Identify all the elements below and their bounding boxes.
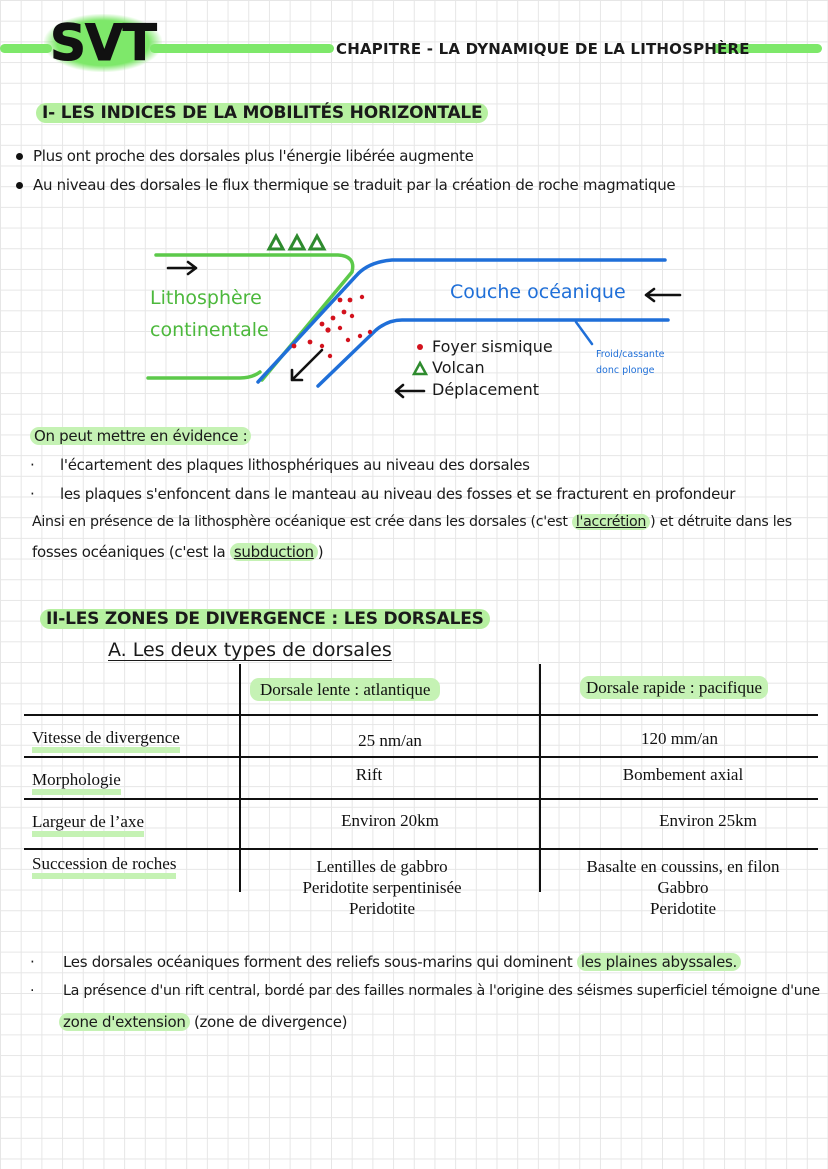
row-roches-slow-3: Peridotite <box>348 899 416 918</box>
paragraph-text: fosses océaniques (c'est la <box>32 543 230 561</box>
diagram-label-oceanic: Couche océanique <box>450 281 626 303</box>
bullet-mark: · <box>30 456 35 474</box>
conclusion-bullet-1 <box>30 953 741 971</box>
seismic-focus-dot <box>308 340 313 345</box>
table-hline-1 <box>24 714 818 716</box>
bullet-dot-icon <box>16 182 23 189</box>
evidence-intro <box>30 427 251 445</box>
volcano-icons <box>269 236 324 249</box>
legend-foyer-dot-icon <box>417 344 423 350</box>
conclusion-text: Les dorsales océaniques forment des reliefs sous-marins qui dominent <box>63 953 577 971</box>
row-roches-fast-3: Peridotite <box>649 899 717 918</box>
paragraph-text: ) et détruite dans les <box>650 514 792 530</box>
section-1-title-text: I- LES INDICES DE LA MOBILITÉS HORIZONTALE <box>36 103 488 123</box>
table-hline-2 <box>24 756 818 758</box>
row-label-text: Morphologie <box>32 770 121 795</box>
page-title: SVT <box>44 14 162 72</box>
bullet-dot-icon <box>16 153 23 160</box>
row-morphologie-slow: Rift <box>355 765 383 784</box>
seismic-focus-dot <box>368 330 372 334</box>
paragraph-text: Ainsi en présence de la lithosphère océanique est crée dans les dorsales (c'est <box>32 514 572 530</box>
legend-volcan-icon <box>414 363 426 374</box>
evidence-intro-text: On peut mettre en évidence : <box>30 427 251 445</box>
arrow-left-icon <box>646 289 680 301</box>
table-header-fast <box>580 678 768 698</box>
bullet-mark: · <box>30 485 35 503</box>
section-1-bullet-1 <box>16 147 474 165</box>
header-slow-text: Dorsale lente : atlantique <box>250 678 440 701</box>
row-label-vitesse <box>32 728 180 748</box>
evidence-item-text: les plaques s'enfoncent dans le manteau au niveau des fosses et se fracturent en profondeur <box>60 485 736 503</box>
row-vitesse-fast: 120 mm/an <box>641 729 718 748</box>
seismic-focus-dot <box>292 344 297 349</box>
evidence-paragraph-line-1 <box>32 514 792 530</box>
seismic-focus-dot <box>320 344 324 348</box>
row-roches-slow-1: Lentilles de gabbro <box>316 857 448 876</box>
subduction-diagram <box>0 220 828 410</box>
bullet-mark: · <box>30 983 35 999</box>
zone-extension-highlight: zone d'extension <box>59 1013 190 1031</box>
seismic-focus-dot <box>360 295 364 299</box>
bullet-mark: · <box>30 953 35 971</box>
section-1-title <box>36 103 488 123</box>
row-vitesse-slow: 25 nm/an <box>358 731 422 750</box>
evidence-paragraph-line-2 <box>32 543 323 561</box>
seismic-focus-dot <box>338 298 343 303</box>
chapter-title: CHAPITRE - LA DYNAMIQUE DE LA LITHOSPHÈRE <box>336 40 750 58</box>
seismic-focus-dot <box>348 298 353 303</box>
evidence-item-1 <box>30 456 530 474</box>
volcano-icon <box>290 236 304 249</box>
arrow-down-left-icon <box>292 350 322 380</box>
paragraph-text: ) <box>317 543 324 561</box>
plaines-abyssales-highlight: les plaines abyssales. <box>577 953 741 971</box>
seismic-focus-dot <box>350 314 354 318</box>
header-bar-middle <box>150 44 334 53</box>
row-label-text: Largeur de l’axe <box>32 812 144 837</box>
section-2-title <box>40 609 490 629</box>
legend-deplacement-label: Déplacement <box>432 380 540 399</box>
row-roches-fast-1: Basalte en coussins, en filon <box>586 857 780 876</box>
table-hline-3 <box>24 798 818 800</box>
row-label-roches <box>32 854 176 874</box>
row-label-morphologie <box>32 770 121 790</box>
seismic-focus-dot <box>328 354 332 358</box>
arrow-right-icon <box>168 262 196 274</box>
legend-volcan-label: Volcan <box>432 358 485 377</box>
section-2-title-text: II-LES ZONES DE DIVERGENCE : LES DORSALES <box>40 609 490 629</box>
conclusion-bullet-2-line-2 <box>59 1013 347 1031</box>
conclusion-text: (zone de divergence) <box>189 1013 348 1031</box>
row-morphologie-fast: Bombement axial <box>622 765 744 784</box>
note-pointer-line <box>576 322 592 344</box>
subduction-highlight: subduction <box>230 543 318 561</box>
volcano-icon <box>310 236 324 249</box>
accretion-highlight: l'accrétion <box>572 514 650 530</box>
legend-foyer-label: Foyer sismique <box>432 337 553 356</box>
row-roches-slow-2: Peridotite serpentinisée <box>302 878 462 897</box>
section-1-bullet-2 <box>16 176 675 194</box>
section-2-subtitle: A. Les deux types de dorsales <box>108 639 392 661</box>
continental-plate-top <box>156 255 353 380</box>
table-hline-4 <box>24 848 818 850</box>
row-roches-fast-2: Gabbro <box>657 878 709 897</box>
diagram-label-continentale: continentale <box>150 319 269 341</box>
seismic-focus-dot <box>338 326 342 330</box>
continental-plate-bottom <box>148 372 260 378</box>
row-largeur-fast: Environ 25km <box>659 811 757 830</box>
row-label-largeur <box>32 812 144 832</box>
bullet-text: Plus ont proche des dorsales plus l'énergie libérée augmente <box>33 147 474 165</box>
seismic-focus-dot <box>342 310 347 315</box>
evidence-item-2 <box>30 485 735 503</box>
seismic-focus-dot <box>320 322 325 327</box>
evidence-item-text: l'écartement des plaques lithosphériques au niveau des dorsales <box>60 456 530 474</box>
diagram-note-line-1: Froid/cassante <box>596 349 665 360</box>
seismic-focus-dot <box>331 316 336 321</box>
row-label-text: Vitesse de divergence <box>32 728 180 753</box>
table-header-slow <box>250 680 440 700</box>
diagram-note-line-2: donc plonge <box>596 365 655 376</box>
conclusion-bullet-2-line-1 <box>30 983 820 999</box>
header-fast-text: Dorsale rapide : pacifique <box>580 676 768 699</box>
bullet-text: Au niveau des dorsales le flux thermique se traduit par la création de roche magmatique <box>33 176 676 194</box>
seismic-focus-dot <box>346 338 350 342</box>
diagram-label-lithosphere: Lithosphère <box>150 287 262 309</box>
volcano-icon <box>269 236 283 249</box>
conclusion-text: La présence d'un rift central, bordé par des failles normales à l'origine des séismes superficiel témoigne d'une <box>63 983 820 999</box>
seismic-focus-dot <box>358 334 362 338</box>
legend-arrow-left-icon <box>396 385 424 397</box>
row-label-text: Succession de roches <box>32 854 176 879</box>
row-largeur-slow: Environ 20km <box>341 811 439 830</box>
seismic-focus-dot <box>325 327 330 332</box>
